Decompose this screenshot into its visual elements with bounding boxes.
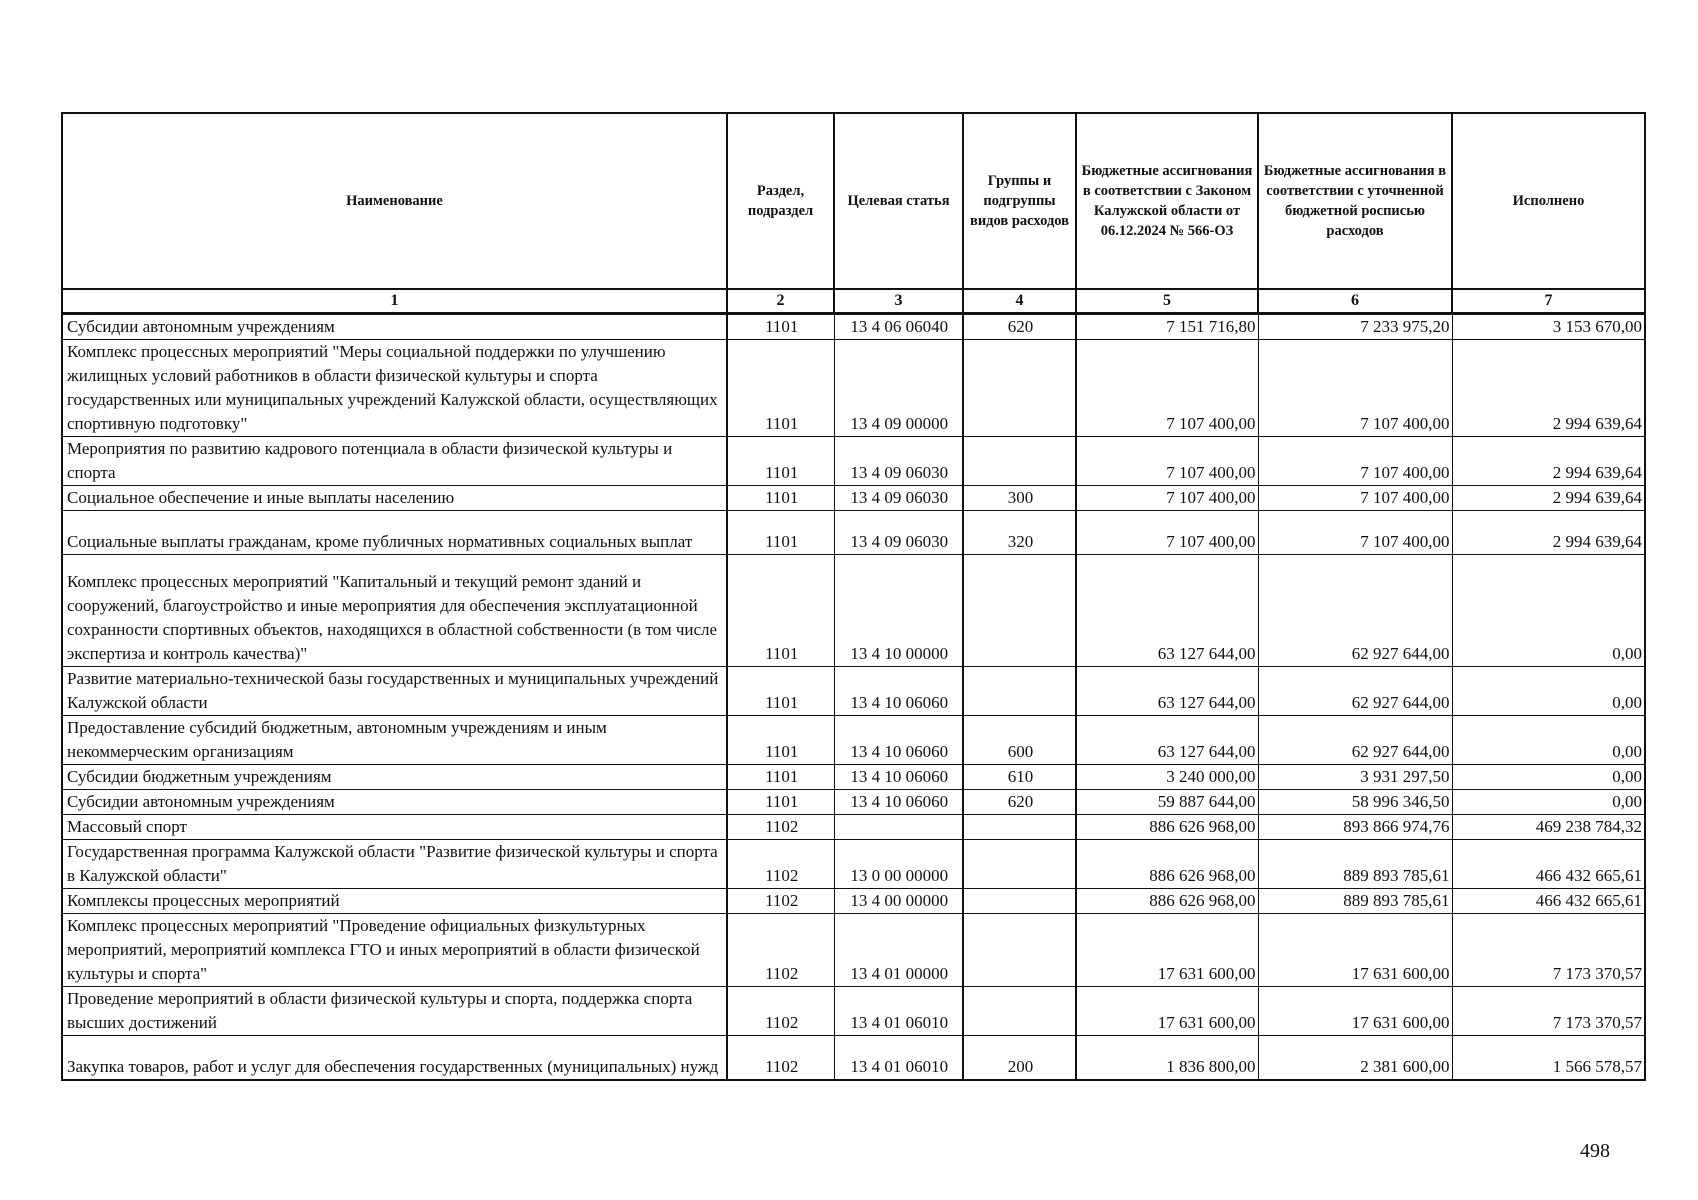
page-number: 498: [1580, 1140, 1610, 1162]
cell-executed: 2 994 639,64: [1452, 511, 1645, 555]
header-law-allocations: Бюджетные ассигнования в соответствии с Законом Калужской области от 06.12.2024 № 566-ОЗ: [1076, 113, 1258, 289]
cell-expense-group: 300: [963, 486, 1076, 511]
cell-target-article: 13 4 10 06060: [834, 790, 963, 815]
cell-name: Комплекс процессных мероприятий "Меры социальной поддержки по улучшению жилищных условий работников в области физической культуры и спорта государственных или муниципальных учреждений Калужской области, осуществляющих спортивную подготовку": [62, 340, 727, 437]
table-row: [62, 340, 1645, 437]
cell-name: Закупка товаров, работ и услуг для обеспечения государственных (муниципальных) нужд: [62, 1036, 727, 1080]
cell-name: Комплекс процессных мероприятий "Капитальный и текущий ремонт зданий и сооружений, благоустройство и иные мероприятия для обеспечения эксплуатационной сохранности спортивных объектов, находящихся в областной собственности (в том числе экспертиза и контроль качества)": [62, 555, 727, 667]
cell-section: 1102: [727, 914, 834, 987]
cell-target-article: 13 4 01 06010: [834, 1036, 963, 1080]
table-row: [62, 840, 1645, 889]
cell-target-article: 13 4 10 06060: [834, 765, 963, 790]
header-refined-allocations: Бюджетные ассигнования в соответствии с уточненной бюджетной росписью расходов: [1258, 113, 1452, 289]
cell-expense-group: 200: [963, 1036, 1076, 1080]
cell-expense-group: [963, 667, 1076, 716]
cell-name: Развитие материально-технической базы государственных и муниципальных учреждений Калужской области: [62, 667, 727, 716]
cell-target-article: 13 4 09 00000: [834, 340, 963, 437]
column-number: 2: [727, 289, 834, 314]
cell-target-article: 13 4 00 00000: [834, 889, 963, 914]
table-row: [62, 667, 1645, 716]
cell-refined-allocation: 3 931 297,50: [1258, 765, 1452, 790]
cell-target-article: 13 4 10 00000: [834, 555, 963, 667]
cell-refined-allocation: 893 866 974,76: [1258, 815, 1452, 840]
cell-law-allocation: 17 631 600,00: [1076, 914, 1258, 987]
cell-executed: 0,00: [1452, 667, 1645, 716]
cell-expense-group: [963, 437, 1076, 486]
cell-executed: 2 994 639,64: [1452, 486, 1645, 511]
cell-law-allocation: 7 151 716,80: [1076, 314, 1258, 340]
cell-law-allocation: 886 626 968,00: [1076, 840, 1258, 889]
cell-executed: 2 994 639,64: [1452, 437, 1645, 486]
column-number: 7: [1452, 289, 1645, 314]
header-expense-groups: Группы и подгруппы видов расходов: [963, 113, 1076, 289]
cell-target-article: 13 4 09 06030: [834, 486, 963, 511]
cell-executed: 466 432 665,61: [1452, 840, 1645, 889]
cell-refined-allocation: 7 107 400,00: [1258, 486, 1452, 511]
table-row: [62, 987, 1645, 1036]
cell-executed: 469 238 784,32: [1452, 815, 1645, 840]
cell-expense-group: 610: [963, 765, 1076, 790]
header-name: Наименование: [62, 113, 727, 289]
cell-section: 1101: [727, 340, 834, 437]
header-executed: Исполнено: [1452, 113, 1645, 289]
cell-law-allocation: 63 127 644,00: [1076, 667, 1258, 716]
column-number: 1: [62, 289, 727, 314]
cell-law-allocation: 3 240 000,00: [1076, 765, 1258, 790]
cell-expense-group: [963, 555, 1076, 667]
cell-name: Субсидии автономным учреждениям: [62, 314, 727, 340]
cell-name: Социальное обеспечение и иные выплаты населению: [62, 486, 727, 511]
cell-section: 1102: [727, 987, 834, 1036]
cell-refined-allocation: 17 631 600,00: [1258, 914, 1452, 987]
cell-expense-group: [963, 340, 1076, 437]
cell-executed: 7 173 370,57: [1452, 914, 1645, 987]
cell-expense-group: [963, 987, 1076, 1036]
cell-executed: 466 432 665,61: [1452, 889, 1645, 914]
cell-expense-group: 320: [963, 511, 1076, 555]
cell-executed: 0,00: [1452, 555, 1645, 667]
budget-table: [61, 112, 1646, 1081]
cell-section: 1101: [727, 511, 834, 555]
table-row: [62, 914, 1645, 987]
cell-target-article: [834, 815, 963, 840]
cell-target-article: 13 4 06 06040: [834, 314, 963, 340]
cell-executed: 3 153 670,00: [1452, 314, 1645, 340]
cell-refined-allocation: 62 927 644,00: [1258, 555, 1452, 667]
cell-executed: 0,00: [1452, 765, 1645, 790]
table-row: [62, 765, 1645, 790]
cell-executed: 0,00: [1452, 716, 1645, 765]
cell-section: 1101: [727, 555, 834, 667]
cell-target-article: 13 4 01 00000: [834, 914, 963, 987]
cell-refined-allocation: 889 893 785,61: [1258, 889, 1452, 914]
cell-refined-allocation: 62 927 644,00: [1258, 716, 1452, 765]
cell-name: Государственная программа Калужской области "Развитие физической культуры и спорта в Калужской области": [62, 840, 727, 889]
cell-section: 1101: [727, 486, 834, 511]
cell-refined-allocation: 7 107 400,00: [1258, 511, 1452, 555]
cell-name: Субсидии автономным учреждениям: [62, 790, 727, 815]
table-row: [62, 314, 1645, 340]
column-number: 6: [1258, 289, 1452, 314]
cell-law-allocation: 1 836 800,00: [1076, 1036, 1258, 1080]
cell-target-article: 13 4 10 06060: [834, 716, 963, 765]
cell-law-allocation: 7 107 400,00: [1076, 511, 1258, 555]
cell-section: 1102: [727, 840, 834, 889]
cell-law-allocation: 886 626 968,00: [1076, 889, 1258, 914]
header-target-article: Целевая статья: [834, 113, 963, 289]
cell-expense-group: [963, 815, 1076, 840]
cell-name: Массовый спорт: [62, 815, 727, 840]
column-number: 4: [963, 289, 1076, 314]
cell-law-allocation: 886 626 968,00: [1076, 815, 1258, 840]
cell-law-allocation: 17 631 600,00: [1076, 987, 1258, 1036]
cell-target-article: 13 4 10 06060: [834, 667, 963, 716]
cell-refined-allocation: 7 107 400,00: [1258, 340, 1452, 437]
cell-name: Мероприятия по развитию кадрового потенциала в области физической культуры и спорта: [62, 437, 727, 486]
cell-target-article: 13 0 00 00000: [834, 840, 963, 889]
table-row: [62, 1036, 1645, 1080]
cell-name: Проведение мероприятий в области физической культуры и спорта, поддержка спорта высших достижений: [62, 987, 727, 1036]
cell-expense-group: 620: [963, 790, 1076, 815]
cell-name: Социальные выплаты гражданам, кроме публичных нормативных социальных выплат: [62, 511, 727, 555]
header-row: [62, 113, 1645, 289]
cell-name: Субсидии бюджетным учреждениям: [62, 765, 727, 790]
column-number: 3: [834, 289, 963, 314]
cell-target-article: 13 4 09 06030: [834, 511, 963, 555]
cell-target-article: 13 4 09 06030: [834, 437, 963, 486]
cell-section: 1101: [727, 716, 834, 765]
table-body: [62, 314, 1645, 1080]
cell-expense-group: [963, 889, 1076, 914]
table-row: [62, 511, 1645, 555]
cell-section: 1102: [727, 815, 834, 840]
cell-refined-allocation: 2 381 600,00: [1258, 1036, 1452, 1080]
cell-expense-group: [963, 914, 1076, 987]
cell-expense-group: 620: [963, 314, 1076, 340]
cell-refined-allocation: 889 893 785,61: [1258, 840, 1452, 889]
cell-law-allocation: 7 107 400,00: [1076, 340, 1258, 437]
cell-executed: 2 994 639,64: [1452, 340, 1645, 437]
table-row: [62, 716, 1645, 765]
cell-executed: 1 566 578,57: [1452, 1036, 1645, 1080]
table-row: [62, 815, 1645, 840]
cell-section: 1101: [727, 765, 834, 790]
cell-section: 1101: [727, 437, 834, 486]
cell-law-allocation: 7 107 400,00: [1076, 486, 1258, 511]
cell-executed: 0,00: [1452, 790, 1645, 815]
column-number: 5: [1076, 289, 1258, 314]
cell-law-allocation: 7 107 400,00: [1076, 437, 1258, 486]
cell-expense-group: 600: [963, 716, 1076, 765]
cell-refined-allocation: 7 107 400,00: [1258, 437, 1452, 486]
cell-name: Комплекс процессных мероприятий "Проведение официальных физкультурных мероприятий, мероприятий комплекса ГТО и иных мероприятий в области физической культуры и спорта": [62, 914, 727, 987]
cell-law-allocation: 63 127 644,00: [1076, 716, 1258, 765]
cell-law-allocation: 63 127 644,00: [1076, 555, 1258, 667]
table-row: [62, 486, 1645, 511]
cell-expense-group: [963, 840, 1076, 889]
cell-refined-allocation: 17 631 600,00: [1258, 987, 1452, 1036]
cell-section: 1101: [727, 667, 834, 716]
cell-section: 1101: [727, 790, 834, 815]
cell-law-allocation: 59 887 644,00: [1076, 790, 1258, 815]
cell-name: Комплексы процессных мероприятий: [62, 889, 727, 914]
cell-target-article: 13 4 01 06010: [834, 987, 963, 1036]
table-row: [62, 889, 1645, 914]
header-section: Раздел, подраздел: [727, 113, 834, 289]
cell-name: Предоставление субсидий бюджетным, автономным учреждениям и иным некоммерческим организациям: [62, 716, 727, 765]
table-row: [62, 555, 1645, 667]
cell-section: 1102: [727, 1036, 834, 1080]
column-number-row: [62, 289, 1645, 314]
table-row: [62, 437, 1645, 486]
table-row: [62, 790, 1645, 815]
cell-section: 1101: [727, 314, 834, 340]
cell-section: 1102: [727, 889, 834, 914]
cell-refined-allocation: 58 996 346,50: [1258, 790, 1452, 815]
cell-refined-allocation: 7 233 975,20: [1258, 314, 1452, 340]
cell-refined-allocation: 62 927 644,00: [1258, 667, 1452, 716]
budget-table-container: [61, 112, 1644, 1081]
cell-executed: 7 173 370,57: [1452, 987, 1645, 1036]
